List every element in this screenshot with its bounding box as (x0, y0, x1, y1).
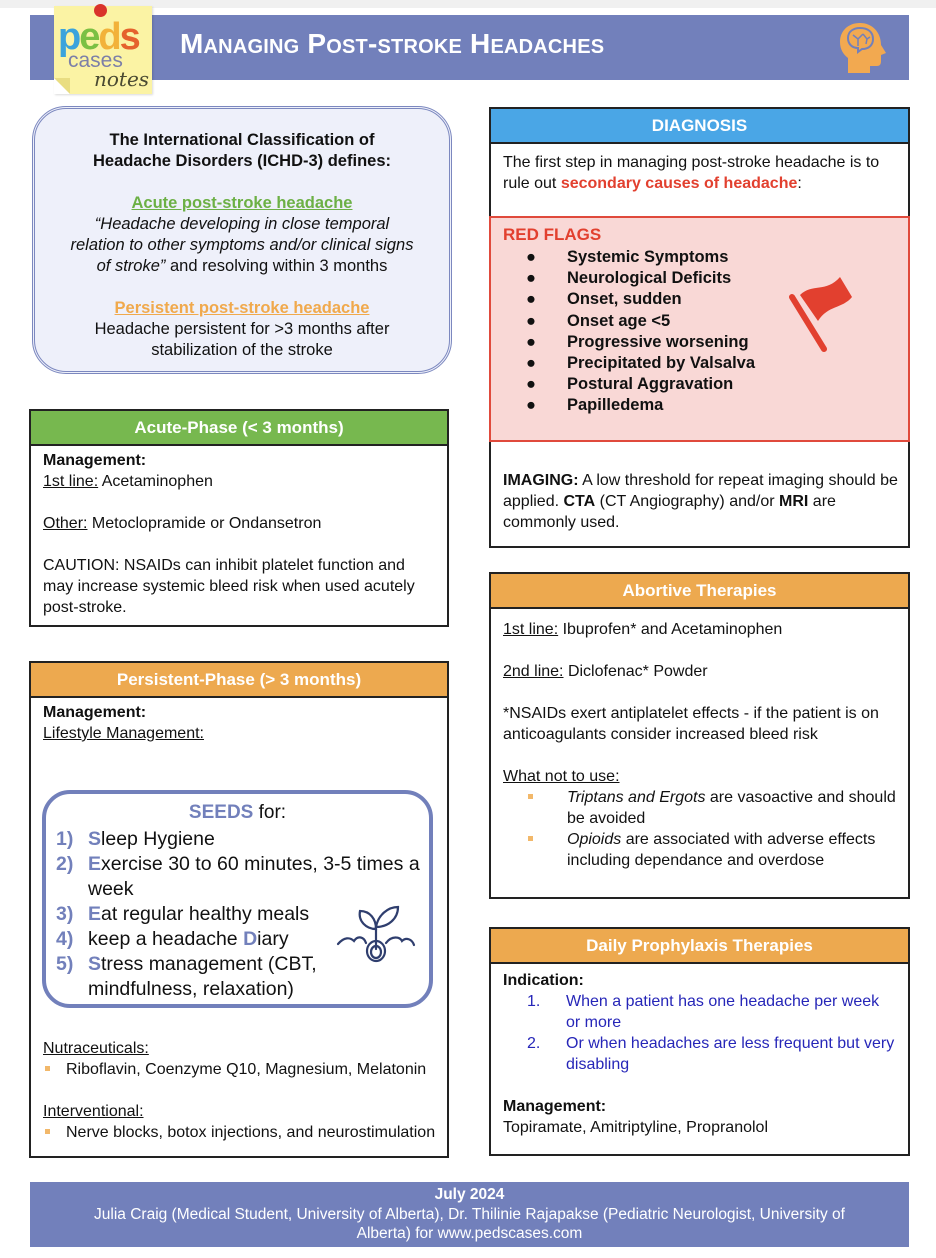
first-line-label: 1st line: (503, 621, 559, 638)
not-to-use-item: Triptans and Ergots are vasoactive and should be avoided (503, 787, 896, 829)
ichd-heading-line1: The International Classification of (109, 131, 375, 149)
indication-label: Indication: (503, 972, 584, 989)
page-title: Managing Post-stroke Headaches (180, 28, 605, 59)
red-flag-item: ● Onset age <5 (526, 311, 671, 330)
other-value: Metoclopramide or Ondansetron (87, 515, 322, 532)
logo-peds: peds (58, 16, 139, 58)
diagnosis-header: DIAGNOSIS (491, 109, 908, 144)
management-label: Management: (43, 704, 147, 721)
indication-item: 2. Or when headaches are less frequent but very disabling (527, 1035, 895, 1073)
persistent-headache-title: Persistent post-stroke headache (114, 299, 370, 317)
red-flags-box (489, 216, 910, 442)
what-not-to-use-label: What not to use: (503, 768, 620, 785)
footer-date: July 2024 (434, 1186, 505, 1203)
red-flag-item: ● Neurological Deficits (526, 269, 732, 288)
second-line-label: 2nd line: (503, 663, 564, 680)
management-label: Management: (503, 1098, 607, 1115)
persistent-definition-line1: Headache persistent for >3 months after (94, 320, 390, 338)
diagnosis-section (489, 107, 910, 548)
nutraceuticals-label: Nutraceuticals: (43, 1040, 149, 1057)
ichd-heading-line2: Headache Disorders (ICHD-3) defines: (93, 152, 391, 170)
seeds-item: 5) Stress management (CBT, mindfulness, relaxation) (56, 953, 317, 1000)
other-label: Other: (43, 515, 88, 532)
red-flag-item: ● Precipitated by Valsalva (526, 354, 756, 373)
management-value: Topiramate, Amitriptyline, Propranolol (503, 1119, 769, 1136)
abortive-therapies-header: Abortive Therapies (491, 574, 908, 609)
interventional-list (43, 1122, 438, 1143)
ichd-definition-box (32, 106, 452, 374)
red-flag-item: ● Progressive worsening (526, 332, 749, 351)
acute-quote-line2: relation to other symptoms and/or clinical signs (70, 236, 414, 254)
indication-item: 1. When a patient has one headache per week or more (527, 993, 880, 1031)
lifestyle-management-label: Lifestyle Management: (43, 725, 204, 742)
footer-credits-line2[interactable]: Alberta) for www.pedscases.com (356, 1225, 583, 1242)
red-flag-item: ● Papilledema (526, 396, 664, 415)
acute-phase-header: Acute-Phase (< 3 months) (31, 411, 447, 446)
seeds-title: SEEDS for: (188, 802, 287, 823)
interventional-label: Interventional: (43, 1103, 144, 1120)
management-label: Management: (43, 452, 147, 469)
seeds-item: 3) Eat regular healthy meals (56, 903, 310, 925)
sticky-note-fold (54, 78, 70, 94)
footer-credits-line1: Julia Craig (Medical Student, University of Alberta), Dr. Thilinie Rajapakse (Pediatric Neurologist, University of (94, 1205, 845, 1223)
seeds-item: 2) Exercise 30 to 60 minutes, 3-5 times a week (56, 853, 420, 900)
pedscases-notes-logo[interactable] (54, 6, 152, 94)
abortive-therapies-section (489, 572, 910, 899)
daily-prophylaxis-header: Daily Prophylaxis Therapies (491, 929, 908, 964)
red-flag-item: ● Postural Aggravation (526, 375, 734, 394)
acute-definition-rest: and resolving within 3 months (165, 257, 388, 275)
nsaid-caution: CAUTION: NSAIDs can inhibit platelet function and may increase systemic bleed risk when used acutely post-stroke. (43, 557, 415, 616)
red-flags-title: RED FLAGS (503, 225, 602, 244)
footer-credits (30, 1182, 909, 1247)
first-line-value: Acetaminophen (98, 473, 213, 490)
logo-notes: notes (94, 67, 150, 91)
red-flag-icon (786, 273, 856, 353)
persistent-definition-line2: stabilization of the stroke (151, 341, 333, 359)
acute-phase-section (29, 409, 449, 627)
acute-headache-title: Acute post-stroke headache (131, 194, 353, 212)
not-to-use-list (503, 787, 896, 871)
logo-cases: cases (68, 49, 123, 72)
nutraceuticals-list (43, 1059, 438, 1080)
imaging-note: IMAGING: A low threshold for repeat imaging should be applied. CTA (CT Angiography) and/or MRI are commonly used. (503, 472, 898, 531)
red-flag-item: ● Onset, sudden (526, 290, 682, 309)
first-line-value: Ibuprofen* and Acetaminophen (558, 621, 783, 638)
persistent-phase-header: Persistent-Phase (> 3 months) (31, 663, 447, 698)
persistent-phase-section (29, 661, 449, 1158)
first-line-label: 1st line: (43, 473, 99, 490)
acute-quote-line1: “Headache developing in close temporal (94, 215, 390, 233)
sprout-icon (336, 899, 416, 969)
brain-head-icon (836, 20, 892, 76)
nutraceuticals-item: Riboflavin, Coenzyme Q10, Magnesium, Melatonin (43, 1059, 438, 1080)
indication-list (503, 991, 896, 1075)
not-to-use-item: Opioids are associated with adverse effects including dependance and overdose (503, 829, 896, 871)
red-flags-list (503, 247, 755, 417)
interventional-item: Nerve blocks, botox injections, and neurostimulation (43, 1122, 438, 1143)
nsaid-note: *NSAIDs exert antiplatelet effects - if the patient is on anticoagulants consider increased bleed risk (503, 705, 879, 743)
diagnosis-intro: The first step in managing post-stroke headache is to rule out secondary causes of headache: (503, 154, 880, 192)
acute-quote-line3: of stroke” (96, 257, 166, 275)
red-flag-item: ● Systemic Symptoms (526, 248, 729, 266)
seeds-item: 4) keep a headache Diary (56, 928, 289, 950)
daily-prophylaxis-section (489, 927, 910, 1156)
seeds-item: 1) Sleep Hygiene (56, 828, 215, 850)
second-line-value: Diclofenac* Powder (563, 663, 708, 680)
seeds-box (42, 790, 433, 1008)
